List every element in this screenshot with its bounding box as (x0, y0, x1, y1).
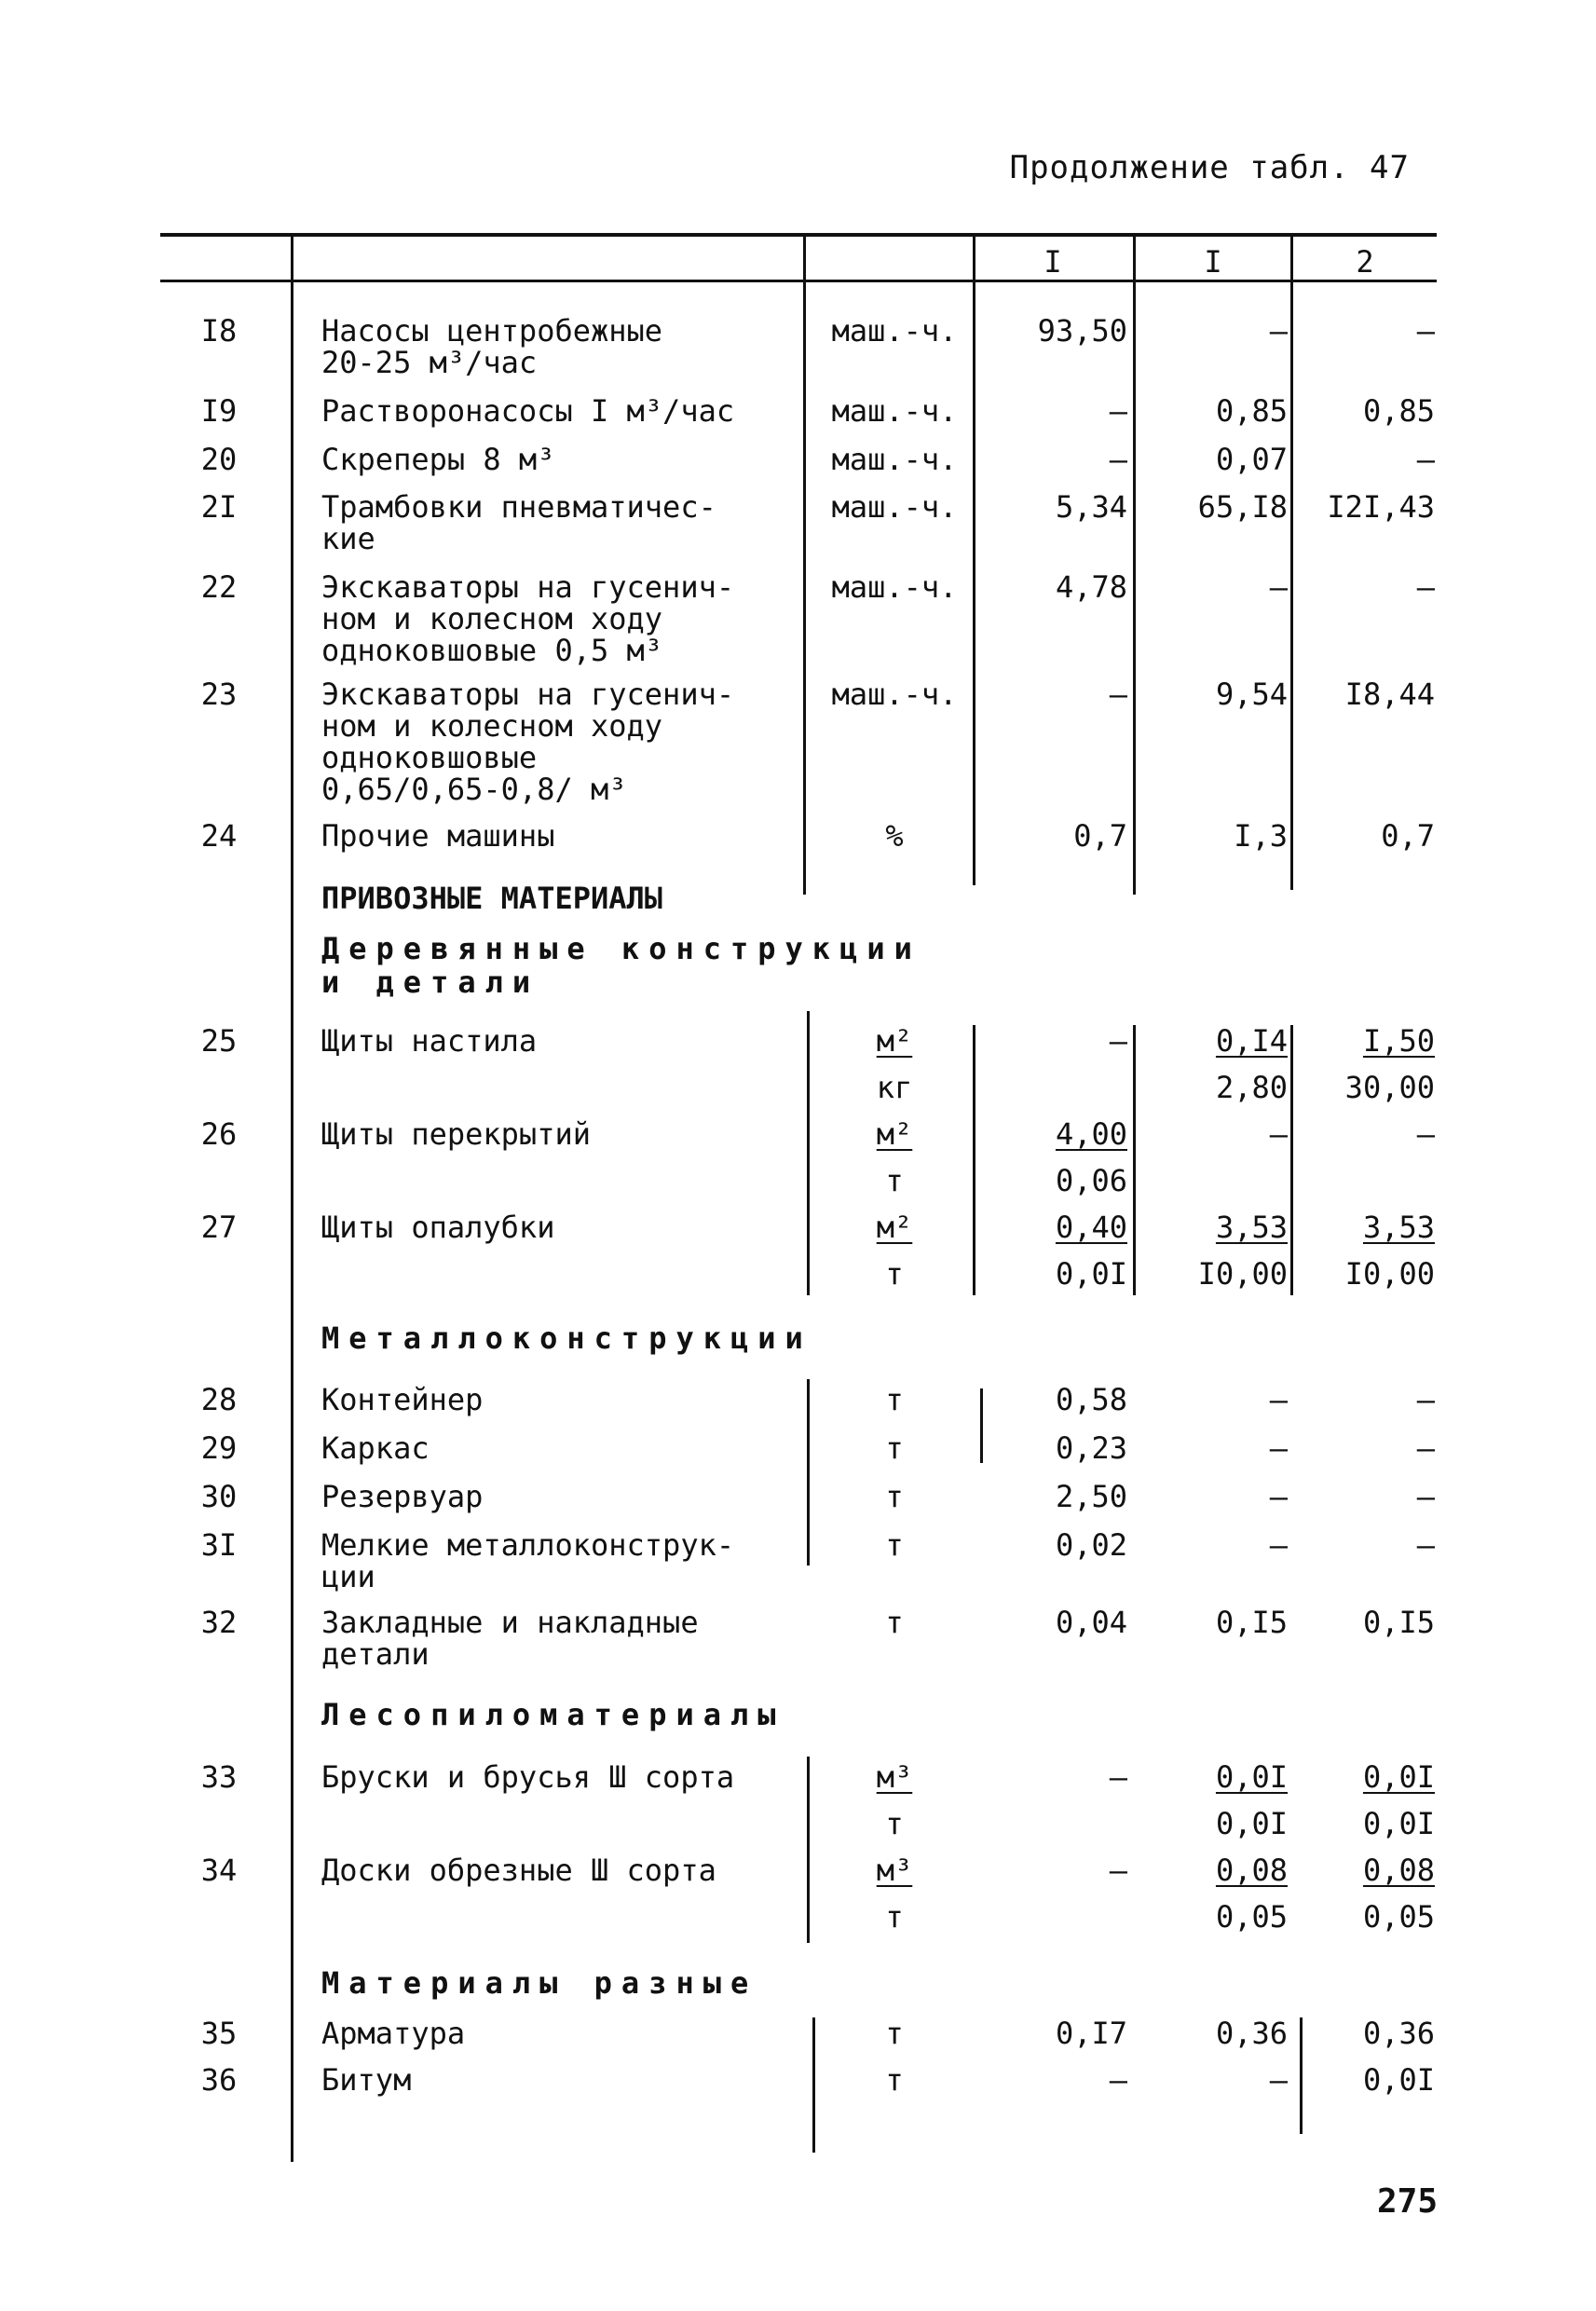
row-unit-secondary: т (885, 1256, 904, 1292)
row-value-3-primary: 0,08 (1362, 1853, 1435, 1888)
row-value-2-secondary: 0,0I (1215, 1806, 1288, 1841)
row-number: 24 (200, 818, 238, 854)
row-value-1: 0,23 (1055, 1430, 1127, 1466)
section-heading-metal: Металлоконструкции (321, 1320, 812, 1356)
row-number: 35 (200, 2016, 238, 2051)
row-value-1-secondary: 0,0I (1055, 1256, 1127, 1292)
row-value-2: 0,07 (1215, 442, 1288, 477)
row-value-2-secondary: 0,05 (1215, 1899, 1288, 1935)
row-value-3: – (1416, 1382, 1435, 1417)
col-rule-wood-unit (807, 1011, 810, 1295)
row-unit: % (885, 818, 904, 854)
row-value-1: – (1109, 393, 1127, 429)
row-unit: т (885, 1605, 904, 1640)
row-name: Щиты настила (321, 1023, 538, 1059)
row-value-3: – (1416, 1116, 1435, 1152)
col-rule-unit (973, 233, 975, 885)
row-value-1-primary: 0,40 (1055, 1210, 1127, 1245)
row-value-3: – (1416, 1479, 1435, 1514)
row-unit-secondary: т (885, 1899, 904, 1935)
table-continuation-header: Продолжение табл. 47 (1009, 149, 1410, 186)
row-unit-secondary: т (885, 1163, 904, 1198)
row-value-1: 0,7 (1073, 818, 1127, 854)
row-value-1: – (1109, 677, 1127, 712)
row-name: Щиты перекрытий (321, 1116, 591, 1152)
row-value-2: – (1269, 569, 1288, 605)
row-name: Битум (321, 2062, 412, 2098)
col-rule-misc-unit (812, 2017, 815, 2153)
row-value-3: – (1416, 1430, 1435, 1466)
row-value-2: – (1269, 1382, 1288, 1417)
row-value-2: 0,I5 (1215, 1605, 1288, 1640)
row-value-3-secondary: 0,0I (1362, 1806, 1435, 1841)
col-rule-num (291, 233, 293, 2162)
row-number: 30 (200, 1479, 238, 1514)
row-unit-primary: м² (876, 1210, 913, 1245)
row-value-2: 0,36 (1215, 2016, 1288, 2051)
row-name: Щиты опалубки (321, 1210, 555, 1245)
section-heading-wood: Деревянные конструкции и детали (321, 931, 921, 1000)
row-number: I9 (200, 393, 238, 429)
row-value-3: I8,44 (1344, 677, 1435, 712)
row-name: Трамбовки пневматичес- кие (321, 489, 716, 556)
row-name: Насосы центробежные 20-25 м³/час (321, 313, 663, 380)
row-unit-secondary: т (885, 1806, 904, 1841)
row-value-3: 0,85 (1362, 393, 1435, 429)
row-value-2: – (1269, 1116, 1288, 1152)
row-value-3-secondary: 30,00 (1344, 1070, 1435, 1105)
section-heading-misc: Материалы разные (321, 1965, 758, 2001)
row-value-3: 0,0I (1362, 2062, 1435, 2098)
row-name: Закладные и накладные детали (321, 1605, 699, 1672)
row-number: 29 (200, 1430, 238, 1466)
row-value-3-primary: 0,0I (1362, 1759, 1435, 1795)
row-number: 26 (200, 1116, 238, 1152)
row-name: Бруски и брусья Ш сорта (321, 1759, 735, 1795)
row-number: 22 (200, 569, 238, 605)
row-value-2-primary: 3,53 (1215, 1210, 1288, 1245)
row-number: 32 (200, 1605, 238, 1640)
row-value-3: – (1416, 1527, 1435, 1563)
row-number: 28 (200, 1382, 238, 1417)
row-value-1: 2,50 (1055, 1479, 1127, 1514)
row-value-2: 65,I8 (1197, 489, 1288, 525)
row-value-2: – (1269, 1430, 1288, 1466)
row-value-1: 93,50 (1037, 313, 1127, 349)
col-rule-metal-unit (807, 1379, 810, 1566)
row-value-1: 5,34 (1055, 489, 1127, 525)
row-unit: маш.-ч. (831, 313, 958, 349)
table-top-rule (160, 233, 1437, 237)
row-value-1: 0,02 (1055, 1527, 1127, 1563)
row-name: Скреперы 8 м³ (321, 442, 555, 477)
row-value-1-secondary: 0,06 (1055, 1163, 1127, 1198)
row-unit: т (885, 2016, 904, 2051)
row-name: Доски обрезные Ш сорта (321, 1853, 716, 1888)
row-unit: т (885, 1382, 904, 1417)
row-number: 2I (200, 489, 238, 525)
column-head-3: 2 (1356, 244, 1374, 280)
page-number: 275 (1376, 2182, 1438, 2221)
row-name: Арматура (321, 2016, 466, 2051)
row-value-3-primary: 3,53 (1362, 1210, 1435, 1245)
col-rule-c1 (1133, 233, 1136, 895)
row-value-2: – (1269, 1479, 1288, 1514)
row-value-1: 0,04 (1055, 1605, 1127, 1640)
column-head-1: I (1044, 244, 1062, 280)
row-unit: т (885, 1479, 904, 1514)
row-value-2: 9,54 (1215, 677, 1288, 712)
col-rule-wood-c1 (973, 1025, 975, 1295)
row-value-3: – (1416, 442, 1435, 477)
row-name: Каркас (321, 1430, 430, 1466)
row-name: Прочие машины (321, 818, 555, 854)
row-unit: т (885, 2062, 904, 2098)
row-unit: т (885, 1430, 904, 1466)
row-value-3-primary: I,50 (1362, 1023, 1435, 1059)
section-heading-lumber: Лесопиломатериалы (321, 1697, 785, 1732)
row-unit: т (885, 1527, 904, 1563)
row-unit: маш.-ч. (831, 489, 958, 525)
row-value-2: – (1269, 1527, 1288, 1563)
col-rule-wood-c3 (1290, 1025, 1293, 1295)
row-value-2: – (1269, 2062, 1288, 2098)
row-unit: маш.-ч. (831, 677, 958, 712)
col-rule-wood-c2 (1133, 1025, 1136, 1295)
row-value-3: 0,7 (1381, 818, 1435, 854)
row-unit: маш.-ч. (831, 442, 958, 477)
row-number: 34 (200, 1853, 238, 1888)
row-value-3-secondary: 0,05 (1362, 1899, 1435, 1935)
row-number: 20 (200, 442, 238, 477)
table-head-rule (160, 280, 1437, 282)
row-value-1: – (1109, 1023, 1127, 1059)
row-unit-primary: м³ (876, 1853, 913, 1888)
row-name: Резервуар (321, 1479, 484, 1514)
row-value-1: – (1109, 442, 1127, 477)
col-rule-name (803, 233, 806, 895)
col-rule-lumber-unit (807, 1757, 810, 1943)
row-value-1-primary: 4,00 (1055, 1116, 1127, 1152)
row-number: 25 (200, 1023, 238, 1059)
row-value-2-primary: 0,0I (1215, 1759, 1288, 1795)
row-value-1: 4,78 (1055, 569, 1127, 605)
row-number: 3I (200, 1527, 238, 1563)
row-value-3-secondary: I0,00 (1344, 1256, 1435, 1292)
row-value-3: – (1416, 569, 1435, 605)
row-value-1: 0,58 (1055, 1382, 1127, 1417)
row-name: Растворонасосы I м³/час (321, 393, 735, 429)
row-value-3: 0,I5 (1362, 1605, 1435, 1640)
row-value-3: 0,36 (1362, 2016, 1435, 2051)
row-value-2-primary: 0,08 (1215, 1853, 1288, 1888)
row-value-3: – (1416, 313, 1435, 349)
row-name: Экскаваторы на гусенич- ном и колесном ходу одноковшовые 0,5 м³ (321, 569, 735, 668)
row-number: 27 (200, 1210, 238, 1245)
row-value-2: – (1269, 313, 1288, 349)
row-value-2: I,3 (1234, 818, 1288, 854)
row-name: Мелкие металлоконструк- ции (321, 1527, 735, 1594)
row-unit: маш.-ч. (831, 569, 958, 605)
row-unit-secondary: кг (876, 1070, 913, 1105)
row-unit-primary: м² (876, 1023, 913, 1059)
row-value-1: – (1109, 2062, 1127, 2098)
row-unit: маш.-ч. (831, 393, 958, 429)
row-unit-primary: м² (876, 1116, 913, 1152)
category-heading: ПРИВОЗНЫЕ МАТЕРИАЛЫ (321, 881, 663, 916)
row-number: 33 (200, 1759, 238, 1795)
col-rule-c2 (1290, 233, 1293, 890)
row-value-2-secondary: 2,80 (1215, 1070, 1288, 1105)
row-value-2-primary: 0,I4 (1215, 1023, 1288, 1059)
column-head-2: I (1204, 244, 1222, 280)
row-value-1: – (1109, 1853, 1127, 1888)
row-value-2-secondary: I0,00 (1197, 1256, 1288, 1292)
row-number: I8 (200, 313, 238, 349)
row-value-1: 0,I7 (1055, 2016, 1127, 2051)
row-value-3: I2I,43 (1327, 489, 1435, 525)
row-unit-primary: м³ (876, 1759, 913, 1795)
row-value-2: 0,85 (1215, 393, 1288, 429)
row-name: Экскаваторы на гусенич- ном и колесном ходу одноковшовые 0,65/0,65-0,8/ м³ (321, 677, 735, 807)
row-value-1: – (1109, 1759, 1127, 1795)
row-number: 23 (200, 677, 238, 712)
row-name: Контейнер (321, 1382, 484, 1417)
row-number: 36 (200, 2062, 238, 2098)
